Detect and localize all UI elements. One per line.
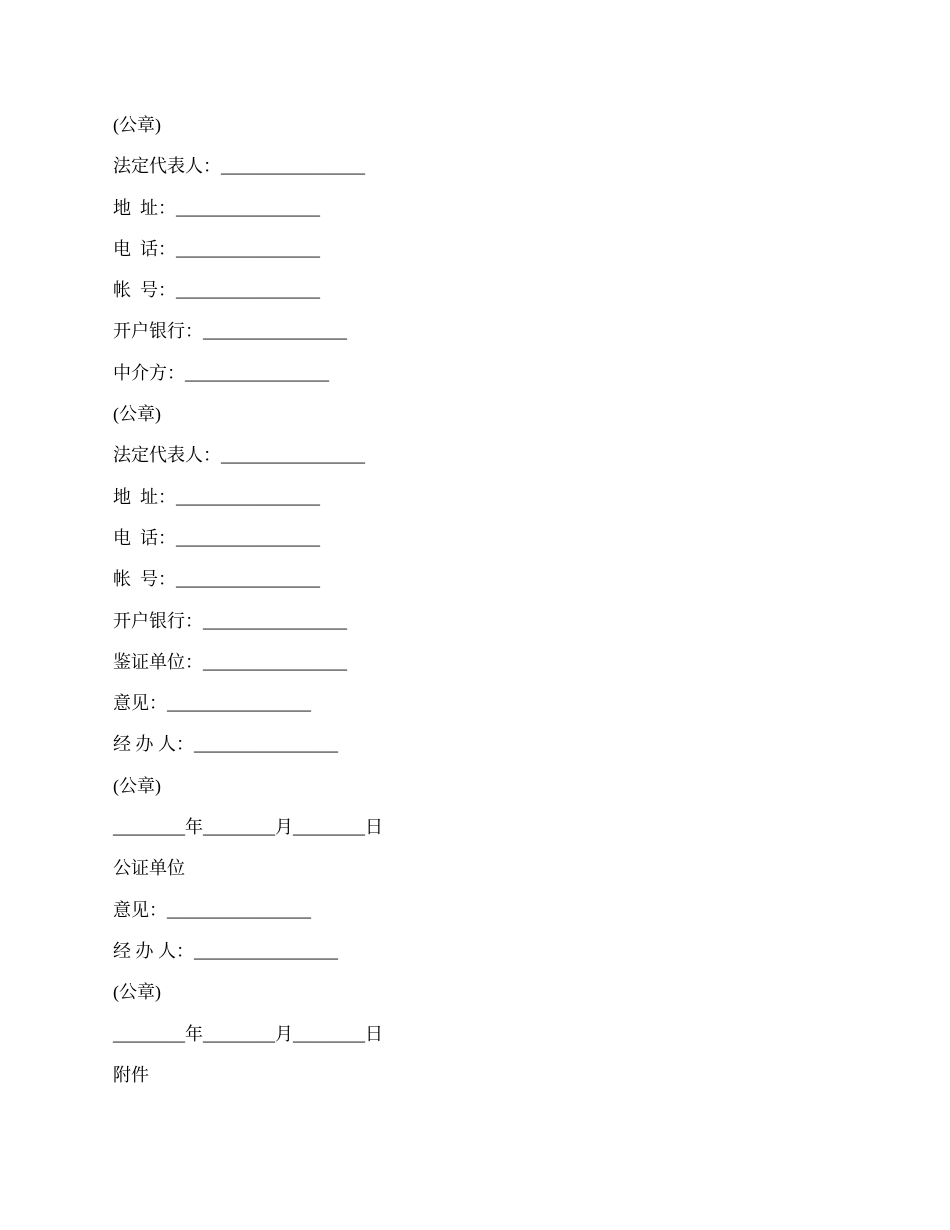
phone-field: 电 话：________________: [113, 527, 320, 548]
bank-field: 开户银行：________________: [113, 610, 347, 631]
bank-field: 开户银行：________________: [113, 321, 347, 342]
date-field: ________年________月________日: [113, 1023, 383, 1044]
handler-field: 经 办 人：________________: [113, 940, 338, 961]
account-number-field: 帐 号：________________: [113, 569, 320, 590]
seal-label: (公章): [113, 982, 161, 1003]
intermediary-field: 中介方：________________: [113, 362, 329, 383]
seal-label: (公章): [113, 775, 161, 796]
opinion-field: 意见：________________: [113, 899, 311, 920]
seal-label: (公章): [113, 404, 161, 425]
seal-label: (公章): [113, 115, 161, 135]
date-field: ________年________月________日: [113, 817, 383, 838]
address-field: 地 址：________________: [113, 197, 320, 218]
legal-representative-field: 法定代表人：________________: [113, 445, 365, 466]
notary-unit-heading: 公证单位: [113, 858, 185, 879]
verification-unit-field: 鉴证单位：________________: [113, 651, 347, 672]
address-field: 地 址：________________: [113, 486, 320, 507]
document-page: [113, 112, 873, 1103]
account-number-field: 帐 号：________________: [113, 280, 320, 301]
handler-field: 经 办 人：________________: [113, 734, 338, 755]
attachment-heading: 附件: [113, 1064, 149, 1085]
opinion-field: 意见：________________: [113, 693, 311, 714]
legal-representative-field: 法定代表人：________________: [113, 156, 365, 177]
phone-field: 电 话：________________: [113, 238, 320, 259]
